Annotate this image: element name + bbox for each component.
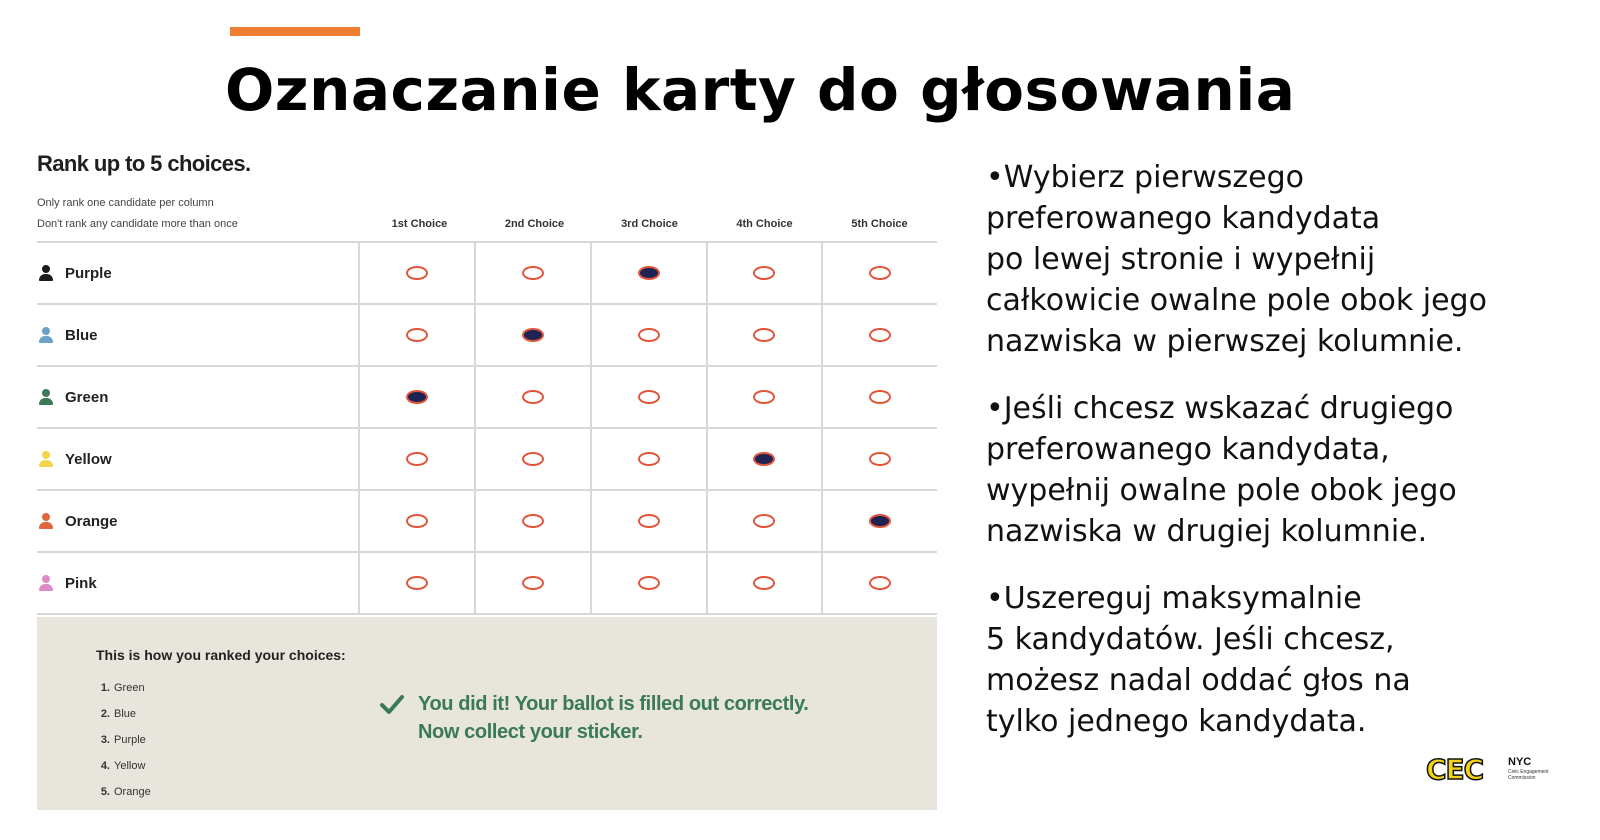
choice-oval[interactable]: [753, 576, 775, 590]
choice-oval[interactable]: [522, 328, 544, 342]
candidate-name: Green: [65, 388, 109, 406]
choice-oval[interactable]: [406, 328, 428, 342]
choice-cell: [823, 491, 937, 551]
candidate-row: [37, 367, 937, 429]
column-header-5th-choice: 5th Choice: [851, 218, 908, 230]
choice-cell: [476, 553, 592, 613]
choice-oval[interactable]: [869, 576, 891, 590]
logo-mark: CEC: [1426, 753, 1484, 786]
slide-title: Oznaczanie karty do głosowania: [225, 56, 1296, 124]
choice-oval[interactable]: [522, 576, 544, 590]
choice-cell: [476, 367, 592, 427]
logo-nyc: NYC: [1508, 756, 1532, 768]
candidate-row: [37, 429, 937, 491]
candidate-row: [37, 491, 937, 553]
choice-cell: [360, 429, 476, 489]
candidate-name: Pink: [65, 574, 97, 592]
ranking-summary: [37, 617, 937, 810]
ballot-instruction: Don't rank any candidate more than once: [37, 218, 238, 230]
rank-item: [96, 675, 151, 701]
rank-number: 3.: [100, 734, 110, 746]
rank-number: 5.: [100, 786, 110, 798]
choice-oval[interactable]: [753, 390, 775, 404]
choice-cell: [708, 429, 824, 489]
choice-cell: [708, 305, 824, 365]
candidate-name-cell: [37, 429, 360, 489]
choice-oval[interactable]: [522, 452, 544, 466]
choice-oval[interactable]: [638, 266, 660, 280]
choice-oval[interactable]: [406, 266, 428, 280]
column-header-3rd-choice: 3rd Choice: [621, 218, 678, 230]
choice-oval[interactable]: [638, 328, 660, 342]
instruction-bullet: •Uszereguj maksymalnie 5 kandydatów. Jeśli chcesz, możesz nadal oddać głos na tylko jednego kandydata.: [986, 581, 1411, 739]
candidate-name-cell: [37, 553, 360, 613]
rank-item: [96, 753, 151, 779]
column-header-1st-choice: 1st Choice: [391, 218, 448, 230]
ballot-instruction: Only rank one candidate per column: [37, 197, 214, 209]
choice-cell: [708, 491, 824, 551]
choice-oval[interactable]: [406, 452, 428, 466]
column-header-2nd-choice: 2nd Choice: [504, 218, 565, 230]
success-message-line: Now collect your sticker.: [418, 721, 643, 743]
choice-cell: [476, 305, 592, 365]
choice-oval[interactable]: [638, 576, 660, 590]
instruction-bullet: •Wybierz pierwszego preferowanego kandydata po lewej stronie i wypełnij całkowicie owalne pole obok jego nazwiska w pierwszej kolumnie.: [986, 160, 1487, 359]
rank-candidate: Green: [114, 682, 145, 694]
choice-cell: [592, 305, 708, 365]
person-icon: [39, 513, 53, 529]
rank-candidate: Blue: [114, 708, 137, 720]
person-icon: [39, 389, 53, 405]
logo-subtitle: Civic Engagement Commission: [1508, 769, 1549, 781]
choice-oval[interactable]: [869, 266, 891, 280]
candidate-name-cell: [37, 243, 360, 303]
column-header-4th-choice: 4th Choice: [736, 218, 793, 230]
choice-cell: [823, 553, 937, 613]
candidate-name: Purple: [65, 264, 112, 282]
success-message-line: You did it! Your ballot is filled out correctly.: [418, 693, 809, 715]
choice-oval[interactable]: [522, 266, 544, 280]
choice-cell: [360, 367, 476, 427]
choice-oval[interactable]: [406, 390, 428, 404]
choice-cell: [708, 367, 824, 427]
rank-number: 4.: [100, 760, 110, 772]
choice-cell: [592, 553, 708, 613]
ballot-grid: [37, 241, 937, 615]
candidate-row: [37, 243, 937, 305]
choice-cell: [592, 243, 708, 303]
choice-oval[interactable]: [753, 328, 775, 342]
instruction-bullets: [986, 157, 1586, 768]
rank-candidate: Orange: [114, 786, 151, 798]
choice-cell: [592, 367, 708, 427]
choice-oval[interactable]: [522, 390, 544, 404]
choice-cell: [360, 243, 476, 303]
person-icon: [39, 265, 53, 281]
accent-bar: [230, 27, 360, 36]
choice-oval[interactable]: [522, 514, 544, 528]
rank-item: [96, 701, 151, 727]
person-icon: [39, 575, 53, 591]
choice-oval[interactable]: [753, 266, 775, 280]
summary-heading: This is how you ranked your choices:: [96, 647, 346, 663]
rank-candidate: Yellow: [114, 760, 146, 772]
choice-oval[interactable]: [869, 452, 891, 466]
choice-oval[interactable]: [638, 514, 660, 528]
choice-oval[interactable]: [869, 390, 891, 404]
choice-oval[interactable]: [753, 514, 775, 528]
choice-cell: [823, 367, 937, 427]
choice-oval[interactable]: [406, 514, 428, 528]
candidate-name: Orange: [65, 512, 118, 530]
choice-cell: [360, 305, 476, 365]
rank-item: [96, 779, 151, 805]
ballot-heading: Rank up to 5 choices.: [37, 151, 251, 176]
choice-cell: [360, 553, 476, 613]
ranking-list: [96, 675, 151, 805]
candidate-name-cell: [37, 367, 360, 427]
choice-oval[interactable]: [638, 390, 660, 404]
choice-cell: [708, 243, 824, 303]
person-icon: [39, 327, 53, 343]
choice-cell: [592, 429, 708, 489]
rank-candidate: Purple: [114, 734, 146, 746]
check-icon: [379, 691, 405, 717]
candidate-name: Blue: [65, 326, 98, 344]
person-icon: [39, 451, 53, 467]
choice-cell: [823, 243, 937, 303]
candidate-row: [37, 553, 937, 615]
ballot-panel: [37, 145, 937, 810]
rank-item: [96, 727, 151, 753]
choice-cell: [476, 243, 592, 303]
choice-cell: [476, 491, 592, 551]
rank-number: 1.: [100, 682, 110, 694]
choice-cell: [823, 305, 937, 365]
instruction-bullet: •Jeśli chcesz wskazać drugiego preferowanego kandydata, wypełnij owalne pole obok jego nazwiska w drugiej kolumnie.: [986, 391, 1457, 549]
candidate-name-cell: [37, 491, 360, 551]
choice-oval[interactable]: [869, 328, 891, 342]
candidate-name-cell: [37, 305, 360, 365]
choice-cell: [592, 491, 708, 551]
choice-cell: [823, 429, 937, 489]
cec-nyc-logo: [1426, 752, 1556, 788]
choice-cell: [708, 553, 824, 613]
success-message: [418, 690, 808, 746]
choice-oval[interactable]: [753, 452, 775, 466]
choice-oval[interactable]: [869, 514, 891, 528]
choice-cell: [360, 491, 476, 551]
rank-number: 2.: [100, 708, 110, 720]
choice-oval[interactable]: [406, 576, 428, 590]
candidate-row: [37, 305, 937, 367]
choice-oval[interactable]: [638, 452, 660, 466]
candidate-name: Yellow: [65, 450, 112, 468]
choice-cell: [476, 429, 592, 489]
